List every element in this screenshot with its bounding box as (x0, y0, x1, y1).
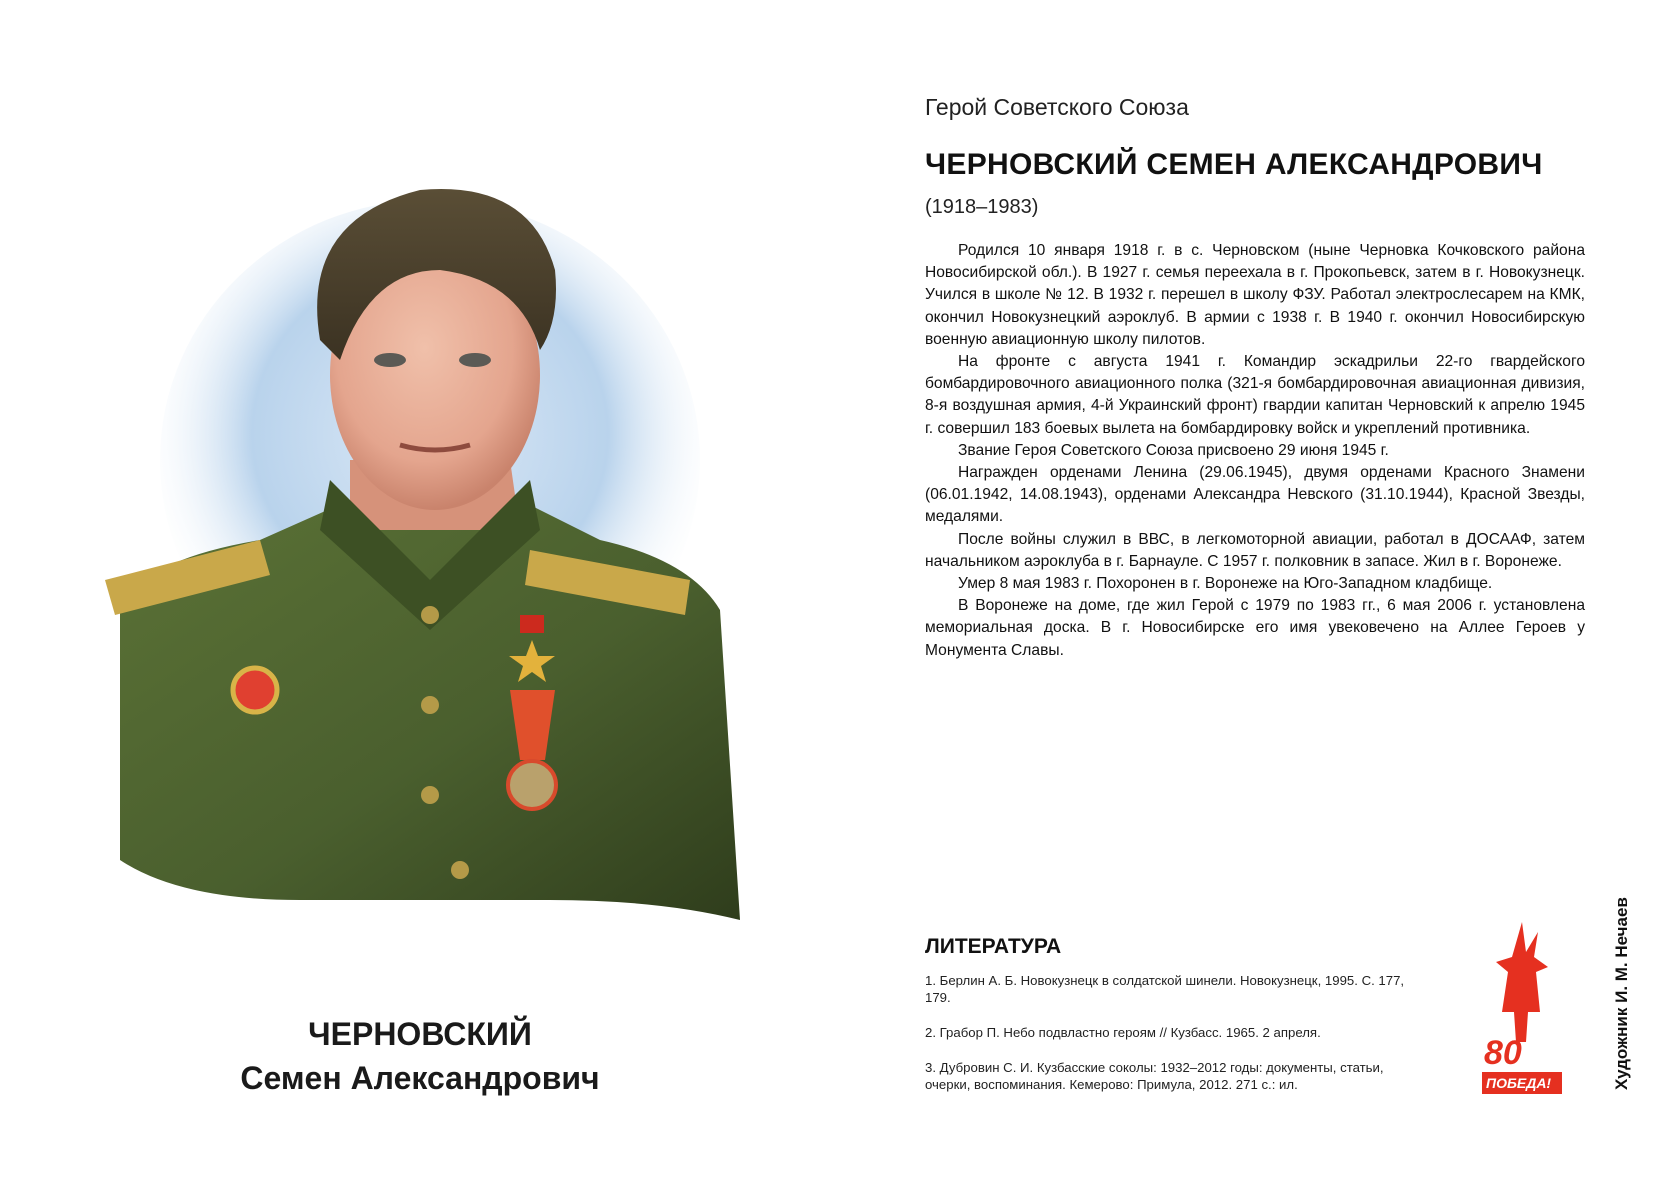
biography (925, 240, 1585, 662)
literature-list (925, 972, 1425, 1111)
guard-badge (233, 668, 277, 712)
order-of-lenin (508, 761, 556, 809)
life-years: (1918–1983) (925, 196, 1039, 218)
logo-word: ПОБЕДА! (1486, 1075, 1552, 1091)
series-title: Герой Советского Союза (925, 94, 1189, 120)
portrait-painting (100, 160, 740, 960)
literature-item: 1. Берлин А. Б. Новокузнецк в солдатской шинели. Новокузнецк, 1995. С. 177, 179. (925, 973, 1405, 1005)
logo-number: 80 (1484, 1034, 1522, 1072)
hero-name-heading: ЧЕРНОВСКИЙ СЕМЕН АЛЕКСАНДРОВИЧ (925, 148, 1543, 181)
statue-silhouette (1496, 922, 1548, 1042)
victory-80-logo (1478, 912, 1566, 1100)
bio-paragraph: После войны служил в ВВС, в легкомоторной авиации, работал в ДОСААФ, затем начальником аэроклуба в г. Барнауле. С 1957 г. полковник в запасе. Жил в г. Воронеже. (925, 530, 1585, 570)
caption-given-names: Семен Александрович (240, 1060, 600, 1096)
bio-paragraph: Звание Героя Советского Союза присвоено 29 июня 1945 г. (958, 441, 1389, 459)
portrait-caption (120, 1012, 720, 1100)
literature-heading: ЛИТЕРАТУРА (925, 935, 1062, 958)
artist-credit: Художник И. М. Нечаев (1612, 897, 1631, 1090)
bio-paragraph: Награжден орденами Ленина (29.06.1945), двумя орденами Красного Знамени (06.01.1942, 14.08.1943), орденами Александра Невского (31.10.1944), Красной Звезды, медалями. (925, 464, 1585, 526)
caption-surname: ЧЕРНОВСКИЙ (308, 1016, 532, 1052)
bio-paragraph: Умер 8 мая 1983 г. Похоронен в г. Воронеже на Юго-Западном кладбище. (958, 575, 1493, 593)
literature-item: 2. Грабор П. Небо подвластно героям // Кузбасс. 1965. 2 апреля. (925, 1025, 1321, 1040)
literature-item: 3. Дубровин С. И. Кузбасские соколы: 1932–2012 годы: документы, статьи, очерки, воспоминания. Кемерово: Примула, 2012. 271 с.: ил. (925, 1060, 1384, 1092)
bio-paragraph: На фронте с августа 1941 г. Командир эскадрильи 22-го гвардейского бомбардировочного авиационного полка (321-я бомбардировочная авиационная дивизия, 8-я воздушная армия, 4-й Украинский фронт) гвардии капитан Черновский к апрелю 1945 г. совершил 183 боевых вылета на бомбардировку войск и укреплений противника. (925, 353, 1585, 437)
bio-paragraph: Родился 10 января 1918 г. в с. Черновском (ныне Черновка Кочковского района Новосибирской обл.). В 1927 г. семья переехала в г. Прокопьевск, затем в г. Новокузнецк. Учился в школе № 12. В 1932 г. перешел в школу ФЗУ. Работал электрослесарем на КМК, окончил Новокузнецкий аэроклуб. В армии с 1938 г. В 1940 г. окончил Новосибирскую военную авиационную школу пилотов. (925, 242, 1585, 348)
bio-paragraph: В Воронеже на доме, где жил Герой с 1979 по 1983 гг., 6 мая 2006 г. установлена мемориальная доска. В г. Новосибирске его имя увековечено на Аллее Героев у Монумента Славы. (925, 597, 1585, 659)
